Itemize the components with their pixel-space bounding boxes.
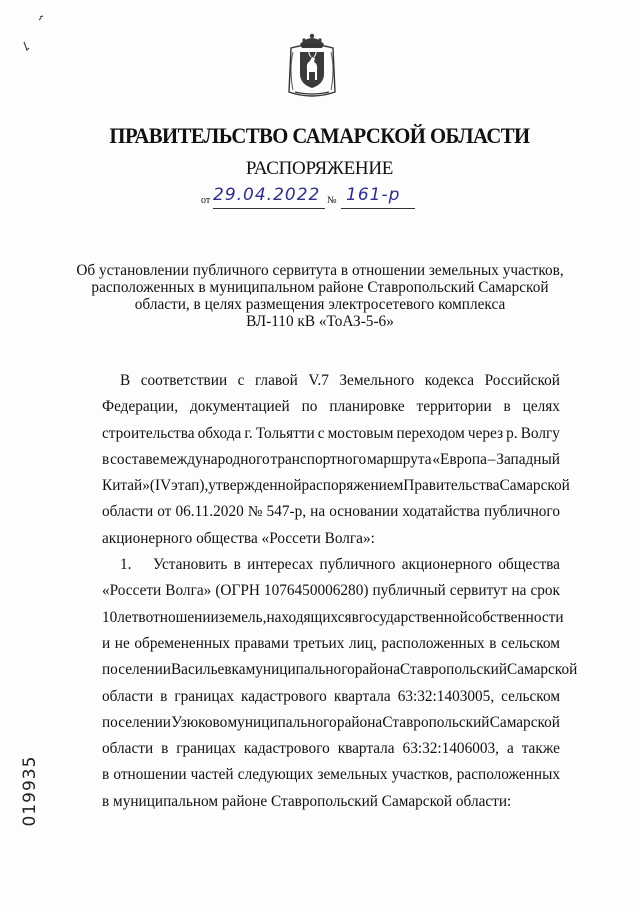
word: и xyxy=(102,634,111,652)
word: Установить xyxy=(153,556,228,574)
word: поселении xyxy=(102,713,171,731)
word: 63:32:1406003, xyxy=(402,740,500,758)
subject-line: области, в целях размещения электросетевого комплекса xyxy=(134,296,506,313)
government-title: ПРАВИТЕЛЬСТВО САМАРСКОЙ ОБЛАСТИ xyxy=(109,123,530,148)
word: квартала xyxy=(337,740,395,758)
word: акционерного xyxy=(401,556,492,574)
word: территории xyxy=(416,398,492,416)
word: Волгу xyxy=(520,424,560,442)
word: г. xyxy=(244,424,253,442)
word: от xyxy=(157,503,172,521)
word: не xyxy=(114,634,130,652)
word: следующих xyxy=(237,766,314,784)
word: области xyxy=(102,687,154,705)
text-line xyxy=(102,605,564,631)
word: планировке xyxy=(329,398,405,416)
word: публичного xyxy=(484,503,560,521)
word: в xyxy=(161,740,169,758)
word: на xyxy=(310,503,326,521)
word: границах xyxy=(174,687,235,705)
word: собственности xyxy=(467,608,564,626)
word: области xyxy=(102,740,154,758)
paragraph-item-1 xyxy=(102,552,578,815)
serial-code-text: 019935 xyxy=(20,755,40,827)
word: государственной xyxy=(358,608,468,626)
word: Российской xyxy=(484,372,560,389)
word: Федерации, xyxy=(102,398,179,416)
word: распоряжением xyxy=(301,477,404,495)
subject-line: Об установлении публичного сервитута в отношении земельных участков, xyxy=(76,262,564,279)
word: в xyxy=(160,687,168,705)
vertical-serial-code xyxy=(19,756,41,826)
subject-line: расположенных в муниципальном районе Ставропольский Самарской xyxy=(91,279,549,296)
number-label: № xyxy=(327,195,337,206)
word: р. xyxy=(506,424,518,442)
word: частей xyxy=(190,766,234,784)
text-line: в муниципальном районе Ставропольский Самарской области: xyxy=(102,792,512,810)
word: интересах xyxy=(247,556,314,574)
word: Правительства xyxy=(403,477,500,495)
word: Волга» xyxy=(165,582,212,600)
word: лет xyxy=(117,608,139,626)
word: кодекса xyxy=(424,372,475,389)
paragraph-preamble xyxy=(102,368,570,552)
word: района xyxy=(354,661,400,679)
word: – xyxy=(487,450,496,468)
word: документацией xyxy=(189,398,290,416)
word: с xyxy=(317,424,325,442)
word: строительства xyxy=(102,424,195,442)
word: лиц, xyxy=(348,634,377,652)
word: V.7 xyxy=(308,372,329,389)
word: на xyxy=(511,582,527,600)
word: 1076450006280) xyxy=(263,582,369,600)
word: в xyxy=(351,608,359,626)
word: Ставропольский xyxy=(399,661,508,679)
word: Самарской xyxy=(499,477,570,495)
text-line: акционерного общества «Россети Волга»: xyxy=(102,529,375,547)
text-line xyxy=(102,499,560,525)
word: № xyxy=(247,503,263,521)
text-line xyxy=(102,762,560,788)
word: в xyxy=(138,608,146,626)
word: квартала xyxy=(333,687,391,705)
word: в xyxy=(489,634,497,652)
word: 06.11.2020 xyxy=(175,503,244,521)
pen-marks xyxy=(22,12,52,57)
word: публичного xyxy=(319,556,396,574)
text-line xyxy=(102,684,560,710)
word: земельных xyxy=(317,766,388,784)
word: соответствии xyxy=(140,372,228,389)
word: «Европа xyxy=(432,450,487,468)
word: этап), xyxy=(171,477,209,495)
word: отношении xyxy=(113,766,187,784)
word: с xyxy=(237,372,245,389)
text-line xyxy=(102,631,560,657)
word: ходатайства xyxy=(402,503,480,521)
word: сельском xyxy=(501,634,560,652)
word: Узюково xyxy=(171,713,228,731)
text-line xyxy=(102,368,560,394)
text-line xyxy=(102,552,560,578)
word: района xyxy=(336,713,383,731)
text-line xyxy=(102,578,560,604)
word: Китай» xyxy=(102,477,150,495)
word: маршрута xyxy=(366,450,432,468)
word: Тольятти xyxy=(255,424,315,442)
word: поселении xyxy=(102,661,171,679)
text-line xyxy=(102,736,560,762)
text-line xyxy=(102,421,560,447)
date-number-line xyxy=(201,185,441,217)
word: общества xyxy=(498,556,560,574)
word: срок xyxy=(530,582,560,600)
word: через xyxy=(467,424,504,442)
word: отношении xyxy=(145,608,219,626)
word: «Россети xyxy=(102,582,162,600)
word: утвержденной xyxy=(208,477,302,495)
text-line-words xyxy=(153,552,560,578)
word: Самарской xyxy=(507,661,578,679)
word: главой xyxy=(254,372,298,389)
word: муниципального xyxy=(227,713,337,731)
word: в xyxy=(102,766,110,784)
handwritten-date: 29.04.2022 xyxy=(213,185,321,205)
word: Самарской xyxy=(489,713,560,731)
text-line xyxy=(102,447,560,473)
word: границах xyxy=(176,740,236,758)
word: Земельного xyxy=(339,372,415,389)
word: мостовым xyxy=(327,424,394,442)
text-line xyxy=(102,657,578,683)
word: 547-р, xyxy=(266,503,307,521)
text-line xyxy=(102,394,560,420)
word: земель, xyxy=(218,608,267,626)
word: по xyxy=(301,398,318,416)
word: кадастрового xyxy=(243,740,330,758)
word: сервитут xyxy=(449,582,508,600)
text-line xyxy=(102,710,560,736)
word: 63:32:1403005, xyxy=(397,687,495,705)
word: 10 xyxy=(102,608,118,626)
word: в xyxy=(503,398,511,416)
word: третьих xyxy=(293,634,345,652)
word: (IV xyxy=(149,477,172,495)
text-line xyxy=(102,473,570,499)
word: транспортного xyxy=(270,450,367,468)
word: обхода xyxy=(197,424,242,442)
word: (ОГРН xyxy=(215,582,260,600)
word: Ставропольский xyxy=(382,713,490,731)
word: также xyxy=(521,740,560,758)
item-number: 1. xyxy=(120,556,132,574)
word: области xyxy=(102,503,154,521)
document-body xyxy=(102,368,578,815)
word: целях xyxy=(522,398,560,416)
word: участков, xyxy=(391,766,453,784)
word: муниципального xyxy=(245,661,355,679)
word: находящихся xyxy=(266,608,352,626)
word: расположенных xyxy=(456,766,560,784)
word: публичный xyxy=(372,582,446,600)
word: правами xyxy=(234,634,289,652)
document-type-title: РАСПОРЯЖЕНИЕ xyxy=(245,158,394,179)
word: переходом xyxy=(396,424,465,442)
word: основании xyxy=(329,503,399,521)
word: Васильевка xyxy=(170,661,246,679)
word: обремененных xyxy=(134,634,231,652)
subject-line: ВЛ-110 кВ «ТоАЗ-5-6» xyxy=(246,313,394,330)
word: расположенных xyxy=(381,634,485,652)
date-label: от xyxy=(201,195,211,206)
word: Западный xyxy=(496,450,560,468)
word: в xyxy=(102,450,110,468)
samara-coat-of-arms-emblem xyxy=(285,30,339,100)
word: международного xyxy=(160,450,270,468)
handwritten-number: 161-р xyxy=(346,185,401,205)
document-subject xyxy=(60,262,580,330)
word: кадастрового xyxy=(241,687,327,705)
word: составе xyxy=(110,450,160,468)
word: а xyxy=(506,740,514,758)
word: В xyxy=(120,372,131,389)
word: в xyxy=(233,556,241,574)
word: сельском xyxy=(501,687,560,705)
